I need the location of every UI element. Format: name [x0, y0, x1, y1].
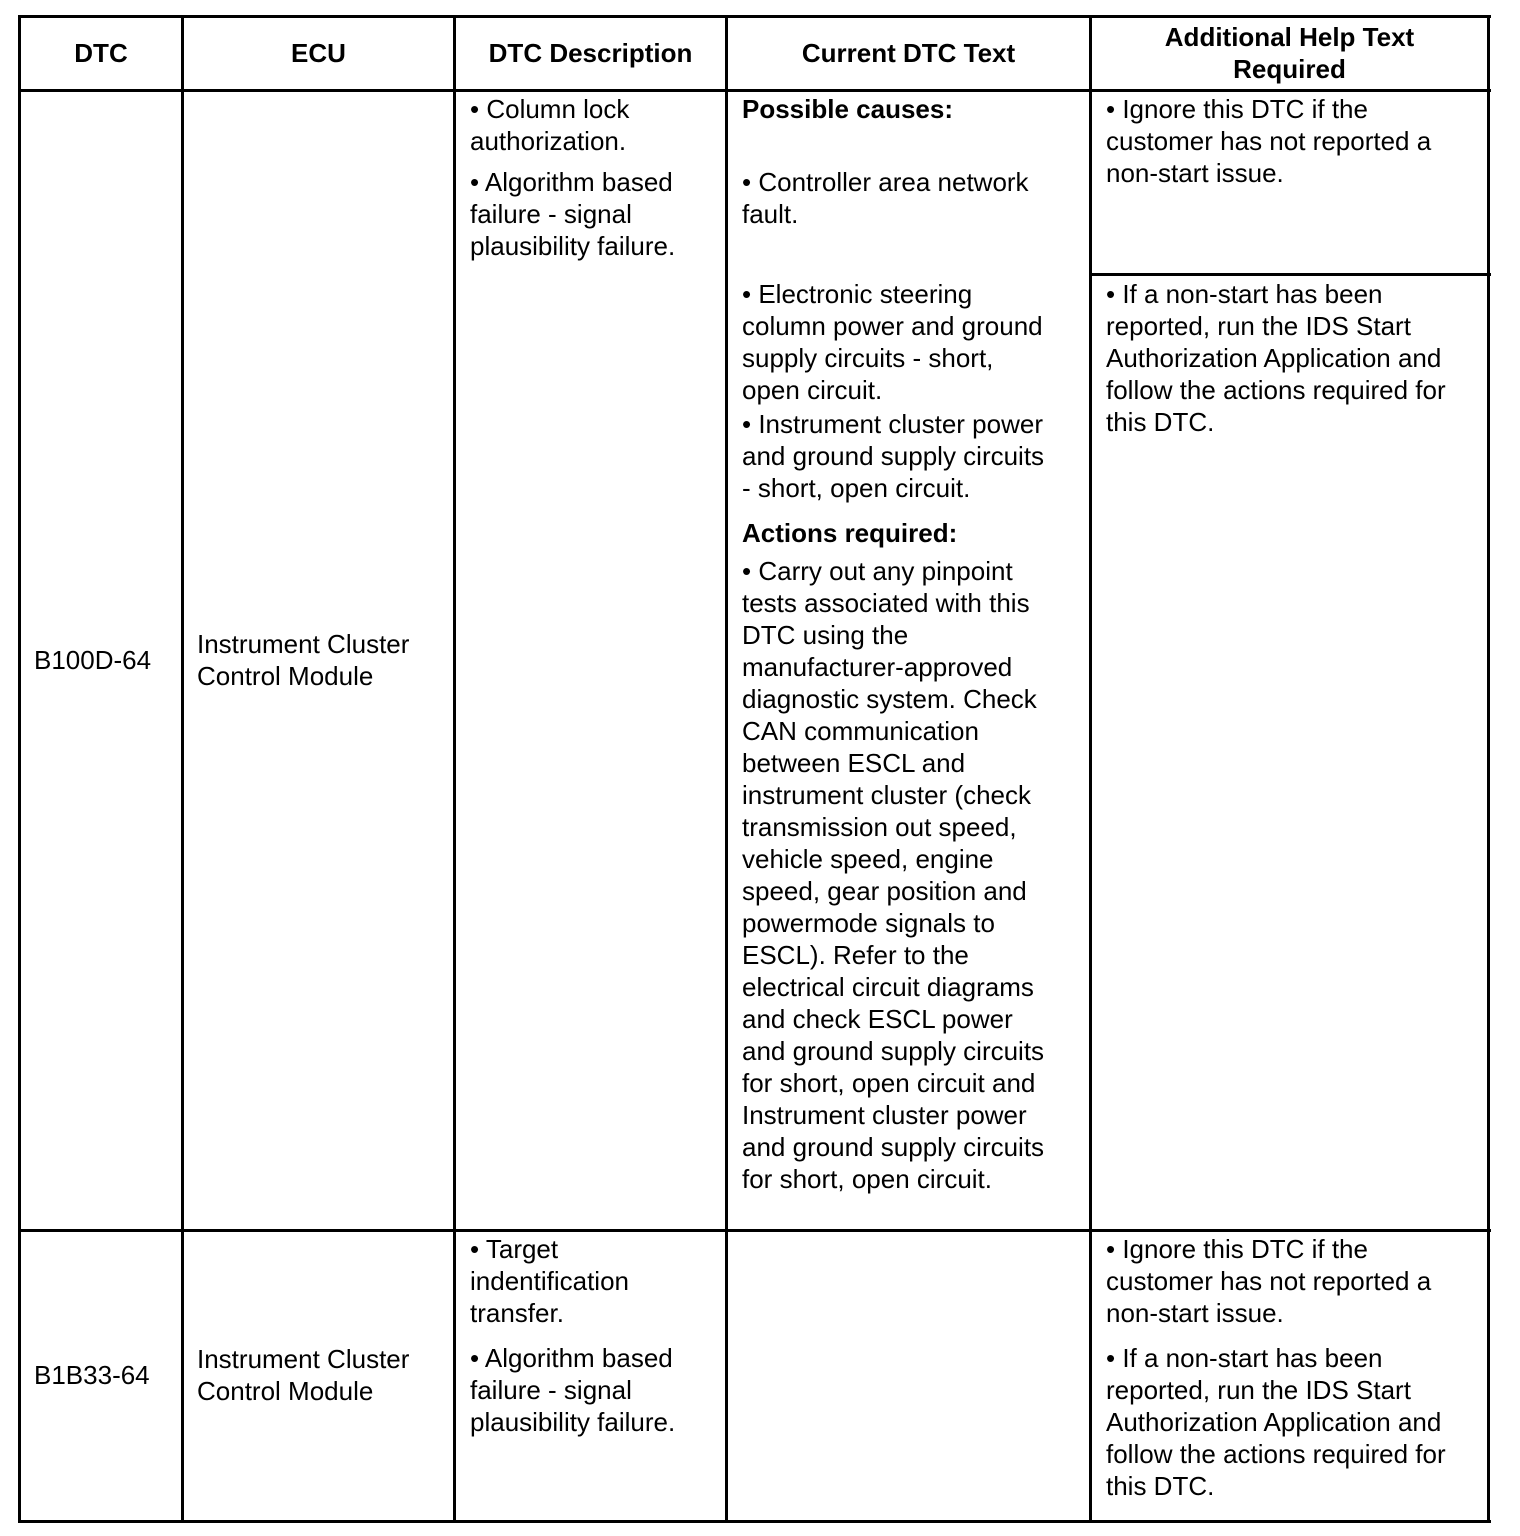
row-separator [18, 1229, 1491, 1232]
action-line: CAN communication [742, 716, 979, 746]
table-border-top [18, 15, 1491, 18]
row1-desc-line: plausibility failure. [470, 231, 676, 261]
help-line: follow the actions required for [1106, 1439, 1446, 1469]
column-separator-2 [453, 15, 456, 1523]
action-line: electrical circuit diagrams [742, 972, 1034, 1002]
header-current-dtc-text: Current DTC Text [801, 38, 1016, 68]
cause-line: supply circuits - short, [742, 343, 994, 373]
help-line: follow the actions required for [1106, 375, 1446, 405]
action-line: • Carry out any pinpoint [742, 556, 1013, 586]
help-line: customer has not reported a [1106, 1266, 1432, 1296]
header-separator [18, 89, 1491, 92]
help-line: reported, run the IDS Start [1106, 1375, 1411, 1405]
header-additional-help-line2: Required [1233, 54, 1346, 84]
header-ecu: ECU [291, 38, 346, 68]
action-line: DTC using the [742, 620, 909, 650]
cause-line: open circuit. [742, 375, 883, 405]
row2-desc-line: • Algorithm based [470, 1343, 673, 1373]
cause-line: • Instrument cluster power [742, 409, 1043, 439]
action-line: tests associated with this [742, 588, 1030, 618]
row1-desc-line: • Algorithm based [470, 167, 673, 197]
action-line: Instrument cluster power [742, 1100, 1027, 1130]
row1-desc-line: • Column lock [470, 94, 630, 124]
header-dtc-description: DTC Description [488, 38, 693, 68]
help-line: • If a non-start has been [1106, 279, 1383, 309]
help-line: this DTC. [1106, 1471, 1215, 1501]
action-line: for short, open circuit. [742, 1164, 992, 1194]
help-line: this DTC. [1106, 407, 1215, 437]
cause-line: fault. [742, 199, 799, 229]
action-line: for short, open circuit and [742, 1068, 1036, 1098]
row1-desc-line: authorization. [470, 126, 627, 156]
cause-line: • Controller area network [742, 167, 1029, 197]
help-line: customer has not reported a [1106, 126, 1432, 156]
column-separator-4 [1089, 15, 1092, 1523]
action-line: powermode signals to [742, 908, 995, 938]
cause-line: • Electronic steering [742, 279, 973, 309]
column-separator-1 [181, 15, 184, 1523]
table-border-bottom [18, 1520, 1491, 1523]
help-line: • Ignore this DTC if the [1106, 94, 1368, 124]
help-cell-separator [1090, 273, 1491, 276]
action-line: speed, gear position and [742, 876, 1027, 906]
action-line: transmission out speed, [742, 812, 1017, 842]
row2-ecu-line1: Instrument Cluster [197, 1344, 410, 1374]
action-line: diagnostic system. Check [742, 684, 1037, 714]
action-line: and ground supply circuits [742, 1132, 1045, 1162]
row1-ecu-line1: Instrument Cluster [197, 629, 410, 659]
cause-line: - short, open circuit. [742, 473, 971, 503]
help-line: non-start issue. [1106, 1298, 1284, 1328]
action-line: manufacturer-approved [742, 652, 1013, 682]
row2-ecu-line2: Control Module [197, 1376, 374, 1406]
row2-desc-line: transfer. [470, 1298, 564, 1328]
cause-line: column power and ground [742, 311, 1043, 341]
header-additional-help-line1: Additional Help Text [1164, 22, 1415, 52]
possible-causes-heading: Possible causes: [742, 94, 953, 124]
action-line: between ESCL and [742, 748, 966, 778]
column-separator-3 [725, 15, 728, 1523]
row1-desc-line: failure - signal [470, 199, 632, 229]
action-line: and check ESCL power [742, 1004, 1013, 1034]
action-line: and ground supply circuits [742, 1036, 1045, 1066]
help-line: reported, run the IDS Start [1106, 311, 1411, 341]
row1-ecu-line2: Control Module [197, 661, 374, 691]
help-line: Authorization Application and [1106, 343, 1442, 373]
action-line: ESCL). Refer to the [742, 940, 969, 970]
row2-dtc-code: B1B33-64 [34, 1360, 150, 1390]
action-line: vehicle speed, engine [742, 844, 994, 874]
row2-desc-line: plausibility failure. [470, 1407, 676, 1437]
help-line: Authorization Application and [1106, 1407, 1442, 1437]
help-line: • If a non-start has been [1106, 1343, 1383, 1373]
help-line: non-start issue. [1106, 158, 1284, 188]
row2-desc-line: failure - signal [470, 1375, 632, 1405]
row1-dtc-code: B100D-64 [34, 645, 152, 675]
row2-desc-line: • Target [470, 1234, 559, 1264]
action-line: instrument cluster (check [742, 780, 1031, 810]
help-line: • Ignore this DTC if the [1106, 1234, 1368, 1264]
row2-desc-line: indentification [470, 1266, 629, 1296]
table-border-right [1487, 15, 1490, 1523]
table-border-left [18, 15, 21, 1523]
actions-required-heading: Actions required: [742, 518, 958, 548]
cause-line: and ground supply circuits [742, 441, 1045, 471]
header-dtc: DTC [74, 38, 128, 68]
